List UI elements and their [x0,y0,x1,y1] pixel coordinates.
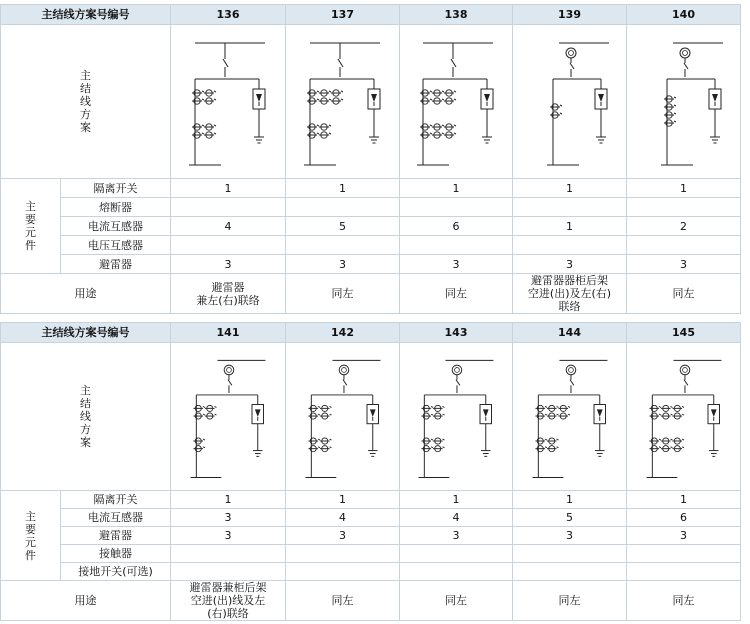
component-count: 3 [513,527,627,545]
ct-terminal-mark [329,414,331,415]
ct-terminal-mark [202,91,204,92]
component-count: 3 [513,255,627,274]
component-count: 3 [171,509,286,527]
wiring-diagram [286,343,400,491]
ct-terminal-mark [215,406,217,407]
switch-blade [570,379,574,385]
wiring-diagram [286,25,400,179]
scheme-number: 142 [286,323,400,343]
ct-terminal-mark [659,414,661,415]
arrester-arrow [483,409,489,417]
disconnector-icon [223,59,228,67]
component-row [1,563,741,581]
ct-terminal-mark [317,133,319,134]
component-count: 3 [627,527,741,545]
contactor-icon [227,367,232,372]
ct-terminal-mark [674,113,676,114]
usage-cell: 同左 [513,581,627,621]
ct-terminal-mark [214,91,216,92]
component-row [1,527,741,545]
usage-cell: 避雷器器柜后架 空进(出)及左(右) 联络 [513,274,627,314]
ct-terminal-mark [202,99,204,100]
switch-blade [570,63,574,69]
component-name: 接地开关(可选) [61,563,171,581]
scheme-number: 140 [627,5,741,25]
ct-terminal-mark [556,446,558,447]
ct-terminal-mark [329,133,331,134]
arrester-arrow [712,94,718,102]
ct-terminal-mark [545,446,547,447]
contactor-icon [680,365,690,375]
ct-terminal-mark [203,406,205,407]
ct-terminal-mark [454,133,456,134]
usage-cell: 同左 [627,274,741,314]
component-name: 避雷器 [61,255,171,274]
component-count [400,563,513,581]
component-count: 1 [513,217,627,236]
scheme-table-1 [0,4,741,314]
component-row [1,509,741,527]
ct-terminal-mark [545,406,547,407]
table-header-row [1,5,741,25]
scheme-number-label: 主结线方案号编号 [1,5,171,25]
scheme-number: 139 [513,5,627,25]
component-count [400,236,513,255]
ct-terminal-mark [329,439,331,440]
ct-terminal-mark [214,125,216,126]
component-count [627,198,741,217]
ct-terminal-mark [670,406,672,407]
ct-terminal-mark [674,97,676,98]
component-count: 1 [171,491,286,509]
ct-terminal-mark [674,105,676,106]
component-name: 隔离开关 [61,179,171,198]
usage-cell: 避雷器兼柜后架 空进(出)线及左 (右)联络 [171,581,286,621]
component-count: 3 [286,255,400,274]
ct-terminal-mark [682,446,684,447]
scheme-number: 144 [513,323,627,343]
ct-terminal-mark [568,414,570,415]
ct-terminal-mark [318,406,320,407]
ct-terminal-mark [674,121,676,122]
ct-terminal-mark [556,414,558,415]
scheme-number-label: 主结线方案号编号 [1,323,171,343]
ct-terminal-mark [682,414,684,415]
component-group-label: 主 要 元 件 [1,179,61,274]
ct-terminal-mark [443,446,445,447]
ct-terminal-mark [329,406,331,407]
component-count: 4 [171,217,286,236]
component-name: 电流互感器 [61,217,171,236]
ct-terminal-mark [670,439,672,440]
ct-terminal-mark [442,133,444,134]
component-name: 隔离开关 [61,491,171,509]
table-header-row [1,323,741,343]
usage-label: 用途 [1,274,171,314]
ct-terminal-mark [329,91,331,92]
contactor-icon [566,48,576,58]
ct-terminal-mark [443,406,445,407]
contactor-icon [224,365,234,375]
component-count: 6 [400,217,513,236]
usage-cell: 同左 [627,581,741,621]
ct-terminal-mark [560,113,562,114]
contactor-icon [568,50,573,55]
ct-terminal-mark [329,99,331,100]
component-count [171,198,286,217]
ct-terminal-mark [443,439,445,440]
scheme-number: 137 [286,5,400,25]
ct-terminal-mark [682,406,684,407]
component-count [627,563,741,581]
wiring-diagram [400,343,513,491]
wiring-diagram [171,343,286,491]
switch-blade [456,379,460,385]
ct-terminal-mark [670,446,672,447]
arrester-arrow [369,409,375,417]
contactor-icon [568,367,573,372]
arrester-arrow [256,94,262,102]
switch-blade [343,379,347,385]
ct-terminal-mark [215,414,217,415]
usage-label: 用途 [1,581,171,621]
component-count: 1 [513,491,627,509]
component-name: 电流互感器 [61,509,171,527]
component-row [1,236,741,255]
ct-terminal-mark [430,133,432,134]
component-count: 3 [627,255,741,274]
component-count: 1 [286,179,400,198]
ct-terminal-mark [545,414,547,415]
wiring-diagram [171,25,286,179]
usage-row [1,581,741,621]
component-count [400,545,513,563]
component-count: 1 [400,179,513,198]
component-count: 1 [627,491,741,509]
disconnector-icon [338,59,343,67]
diagram-row-label: 主 结 线 方 案 [1,343,171,491]
component-count: 3 [171,255,286,274]
wiring-diagram [627,25,741,179]
contactor-icon [682,367,687,372]
wiring-diagram [513,343,627,491]
component-count: 3 [171,527,286,545]
ct-terminal-mark [443,414,445,415]
scheme-number: 143 [400,323,513,343]
wiring-diagram [627,343,741,491]
ct-terminal-mark [556,439,558,440]
switch-blade [228,379,232,385]
ct-terminal-mark [454,99,456,100]
ct-terminal-mark [442,99,444,100]
component-count: 2 [627,217,741,236]
ct-terminal-mark [329,125,331,126]
ct-terminal-mark [682,439,684,440]
ct-terminal-mark [203,439,205,440]
component-count: 3 [286,527,400,545]
component-count [513,545,627,563]
ct-terminal-mark [659,439,661,440]
component-count [400,198,513,217]
ct-terminal-mark [670,414,672,415]
ct-terminal-mark [431,414,433,415]
component-count [286,545,400,563]
ct-terminal-mark [556,406,558,407]
arrester-arrow [710,409,716,417]
ct-terminal-mark [568,406,570,407]
ct-terminal-mark [203,446,205,447]
ct-terminal-mark [318,446,320,447]
contactor-icon [680,48,690,58]
component-count: 1 [513,179,627,198]
component-count [513,236,627,255]
ct-terminal-mark [341,91,343,92]
disconnector-icon [451,59,456,67]
component-count: 1 [171,179,286,198]
component-row [1,217,741,236]
component-count [627,236,741,255]
ct-terminal-mark [202,125,204,126]
ct-terminal-mark [318,414,320,415]
component-count: 4 [400,509,513,527]
ct-terminal-mark [454,125,456,126]
diagram-row-label: 主 结 线 方 案 [1,25,171,179]
component-count [171,236,286,255]
component-count: 1 [286,491,400,509]
switch-blade [684,379,688,385]
ct-terminal-mark [214,133,216,134]
component-name: 避雷器 [61,527,171,545]
component-row [1,491,741,509]
component-name: 电压互感器 [61,236,171,255]
ct-terminal-mark [431,446,433,447]
scheme-number: 141 [171,323,286,343]
contactor-icon [452,365,462,375]
usage-cell: 同左 [400,581,513,621]
ct-terminal-mark [430,91,432,92]
contactor-icon [566,365,576,375]
usage-row [1,274,741,314]
component-count [627,545,741,563]
contactor-icon [682,50,687,55]
ct-terminal-mark [454,91,456,92]
component-count: 5 [513,509,627,527]
arrester-arrow [596,409,602,417]
component-count [286,563,400,581]
wiring-diagram [400,25,513,179]
wiring-diagram [513,25,627,179]
component-count: 6 [627,509,741,527]
component-count: 1 [627,179,741,198]
ct-terminal-mark [317,99,319,100]
arrester-arrow [484,94,490,102]
component-count: 4 [286,509,400,527]
ct-terminal-mark [430,125,432,126]
contactor-icon [339,365,349,375]
component-name: 熔断器 [61,198,171,217]
component-count [513,198,627,217]
component-count [171,563,286,581]
ct-terminal-mark [341,99,343,100]
component-count: 5 [286,217,400,236]
ct-terminal-mark [317,91,319,92]
ct-terminal-mark [317,125,319,126]
usage-cell: 同左 [286,581,400,621]
component-row [1,255,741,274]
ct-terminal-mark [442,125,444,126]
arrester-arrow [255,409,261,417]
ct-terminal-mark [560,105,562,106]
scheme-number: 136 [171,5,286,25]
contactor-icon [341,367,346,372]
ct-terminal-mark [431,439,433,440]
scheme-number: 138 [400,5,513,25]
component-count [286,236,400,255]
scheme-table-2 [0,322,741,621]
switch-blade [684,63,688,69]
component-count: 1 [400,491,513,509]
usage-cell: 同左 [400,274,513,314]
component-count [513,563,627,581]
arrester-arrow [371,94,377,102]
component-count [286,198,400,217]
ct-terminal-mark [203,414,205,415]
ct-terminal-mark [214,99,216,100]
ct-terminal-mark [659,446,661,447]
ct-terminal-mark [545,439,547,440]
component-row [1,198,741,217]
usage-cell: 避雷器 兼左(右)联络 [171,274,286,314]
scheme-number: 145 [627,323,741,343]
component-name: 接触器 [61,545,171,563]
ct-terminal-mark [442,91,444,92]
ct-terminal-mark [318,439,320,440]
component-row [1,179,741,198]
ct-terminal-mark [659,406,661,407]
ct-terminal-mark [431,406,433,407]
ct-terminal-mark [430,99,432,100]
diagram-row [1,25,741,179]
contactor-icon [455,367,460,372]
component-group-label: 主 要 元 件 [1,491,61,581]
ct-terminal-mark [329,446,331,447]
arrester-arrow [598,94,604,102]
component-count: 3 [400,255,513,274]
usage-cell: 同左 [286,274,400,314]
component-count [171,545,286,563]
diagram-row [1,343,741,491]
ct-terminal-mark [202,133,204,134]
component-count: 3 [400,527,513,545]
component-row [1,545,741,563]
